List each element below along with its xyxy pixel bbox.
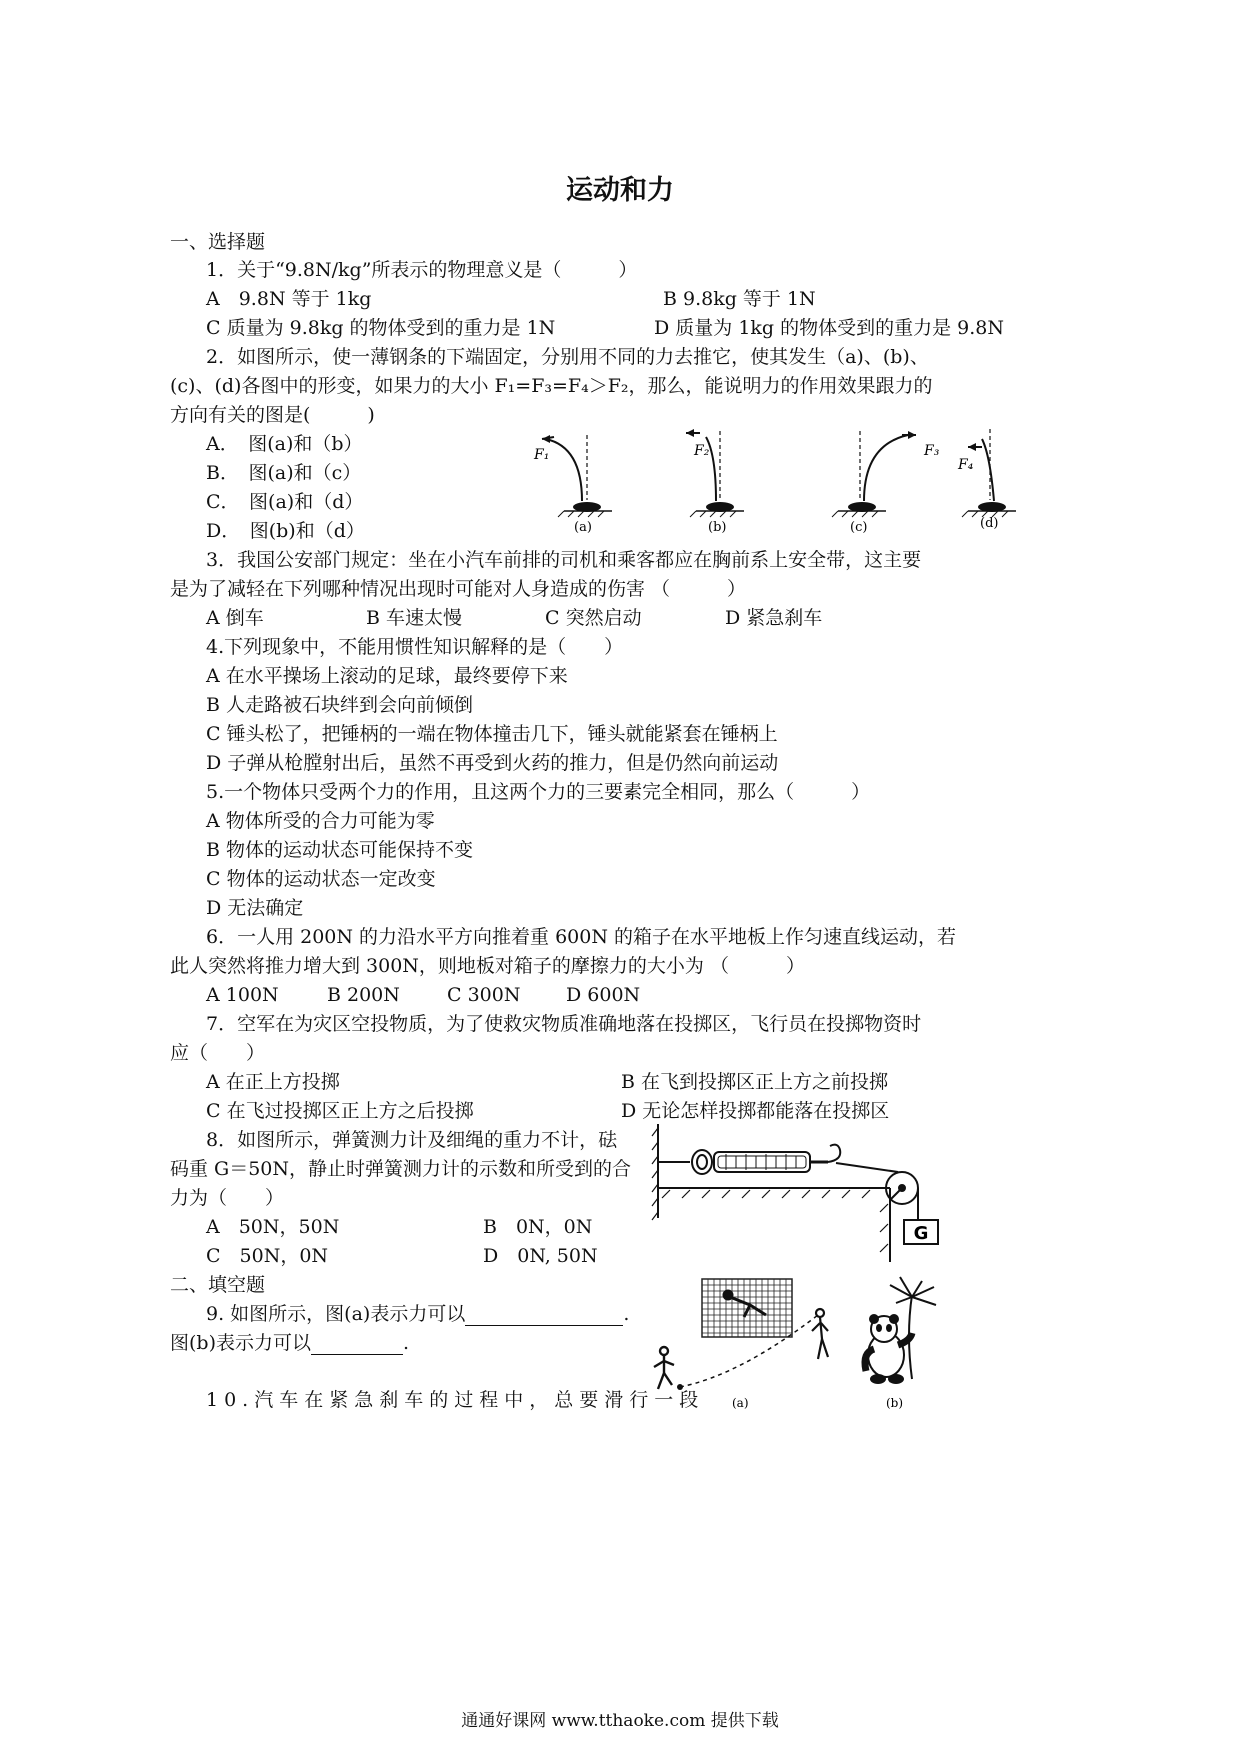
force-label-f1: F₁: [534, 447, 550, 463]
q5-option-b: B 物体的运动状态可能保持不变: [206, 839, 474, 861]
q7-option-b: B 在飞到投掷区正上方之前投掷: [621, 1071, 889, 1093]
q5-stem: 5.一个物体只受两个力的作用，且这两个力的三要素完全相同，那么（ ）: [206, 781, 871, 803]
q5-option-d: D 无法确定: [206, 897, 304, 919]
q8-option-a: A 50N，50N: [206, 1216, 340, 1238]
q2-option-a: A． 图(a)和（b）: [206, 433, 363, 455]
q3-option-c: C 突然启动: [545, 607, 642, 629]
section-heading-choice: 一、选择题: [170, 231, 266, 253]
q4-option-c: C 锤头松了，把锤柄的一端在物体撞击几下，锤头就能紧套在锤柄上: [206, 723, 778, 745]
q6-stem-line1: 6．一人用 200N 的力沿水平方向推着重 600N 的箱子在水平地板上作匀速直线运动，若: [206, 926, 957, 948]
q4-stem: 4.下列现象中，不能用惯性知识解释的是（ ）: [206, 636, 624, 658]
q7-option-d: D 无论怎样投掷都能落在投掷区: [621, 1100, 890, 1122]
q9-line1-text: 9. 如图所示，图(a)表示力可以: [206, 1303, 466, 1325]
q4-option-d: D 子弹从枪膛射出后，虽然不再受到火药的推力，但是仍然向前运动: [206, 752, 779, 774]
q2-option-c: C． 图(a)和（d）: [206, 491, 364, 513]
fig-label-a: (a): [574, 520, 592, 535]
q6-option-a: A 100N: [206, 984, 279, 1006]
force-label-f2: F₂: [694, 443, 710, 459]
q3-stem-line2: 是为了减轻在下列哪种情况出现时可能对人身造成的伤害 （ ）: [170, 578, 747, 600]
q3-option-a: A 倒车: [206, 607, 264, 629]
q6-option-d: D 600N: [566, 984, 641, 1006]
fig-label-c: (c): [850, 520, 868, 535]
q7-stem-line1: 7．空军在为灾区空投物质，为了使救灾物质准确地落在投掷区，飞行员在投掷物资时: [206, 1013, 922, 1035]
q4-option-a: A 在水平操场上滚动的足球，最终要停下来: [206, 665, 568, 687]
q9-line1-end: .: [623, 1303, 630, 1325]
q1-option-b: B 9.8kg 等于 1N: [663, 288, 816, 310]
q2-option-b: B． 图(a)和（c）: [206, 462, 362, 484]
q9-line2: [170, 1331, 409, 1355]
q3-option-b: B 车速太慢: [366, 607, 463, 629]
q9-line1: [206, 1302, 629, 1326]
page-title: 运动和力: [566, 175, 674, 206]
q8-stem-line3: 力为（ ）: [170, 1187, 285, 1209]
q4-option-b: B 人走路被石块绊到会向前倾倒: [206, 694, 474, 716]
q1-option-d: D 质量为 1kg 的物体受到的重力是 9.8N: [654, 317, 1004, 339]
q8-option-b: B 0N，0N: [483, 1216, 593, 1238]
page-footer: 通通好课网 www.tthaoke.com 提供下载: [461, 1711, 779, 1731]
force-label-f3: F₃: [924, 443, 940, 459]
q8-stem-line2: 码重 G＝50N，静止时弹簧测力计的示数和所受到的合: [170, 1158, 632, 1180]
q1-option-c: C 质量为 9.8kg 的物体受到的重力是 1N: [206, 317, 556, 339]
q3-option-d: D 紧急刹车: [725, 607, 823, 629]
fig-label-b-q9: (b): [886, 1396, 904, 1410]
q6-option-c: C 300N: [447, 984, 521, 1006]
q7-option-c: C 在飞过投掷区正上方之后投掷: [206, 1100, 474, 1122]
q7-option-a: A 在正上方投掷: [206, 1071, 340, 1093]
spring-balance-figure: [650, 1120, 950, 1265]
q9-answer-blank-b[interactable]: [311, 1334, 403, 1355]
q5-option-c: C 物体的运动状态一定改变: [206, 868, 436, 890]
force-label-f4: F₄: [958, 457, 974, 473]
q9-answer-blank-a[interactable]: [465, 1305, 623, 1326]
q2-option-d: D． 图(b)和（d）: [206, 520, 365, 542]
q2-stem-line1: 2．如图所示，使一薄钢条的下端固定，分别用不同的力去推它，使其发生（a)、(b)、: [206, 346, 929, 368]
q6-option-b: B 200N: [327, 984, 400, 1006]
q8-option-c: C 50N，0N: [206, 1245, 329, 1267]
weight-label: G: [913, 1223, 929, 1244]
fig-label-b: (b): [708, 520, 727, 535]
q6-stem-line2: 此人突然将推力增大到 300N，则地板对箱子的摩擦力的大小为 （ ）: [170, 955, 805, 977]
q1-stem: 1．关于“9.8N/kg”所表示的物理意义是（ ）: [206, 259, 638, 281]
q1-option-a: A 9.8N 等于 1kg: [206, 288, 372, 310]
fig-label-a-q9: (a): [732, 1396, 749, 1410]
q5-option-a: A 物体所受的合力可能为零: [206, 810, 435, 832]
q10-stem-line1: 10.汽车在紧急刹车的过程中，总要滑行一段: [206, 1389, 705, 1411]
q8-stem-line1: 8．如图所示，弹簧测力计及细绳的重力不计，砝: [206, 1129, 618, 1151]
q8-option-d: D 0N, 50N: [483, 1245, 598, 1267]
section-heading-fill: 二、填空题: [170, 1274, 266, 1296]
steel-strip-figure: [520, 425, 1060, 535]
q7-stem-line2: 应（ ）: [170, 1042, 266, 1064]
q2-stem-line3: 方向有关的图是( ): [170, 404, 375, 426]
fig-label-d: (d): [980, 516, 999, 531]
q9-line2-end: .: [403, 1332, 410, 1354]
q3-stem-line1: 3．我国公安部门规定：坐在小汽车前排的司机和乘客都应在胸前系上安全带，这主要: [206, 549, 922, 571]
q9-line2-text: 图(b)表示力可以: [170, 1332, 311, 1354]
q2-stem-line2: (c)、(d)各图中的形变，如果力的大小 F₁=F₃=F₄＞F₂，那么，能说明力的作用效果跟力的: [170, 375, 933, 397]
